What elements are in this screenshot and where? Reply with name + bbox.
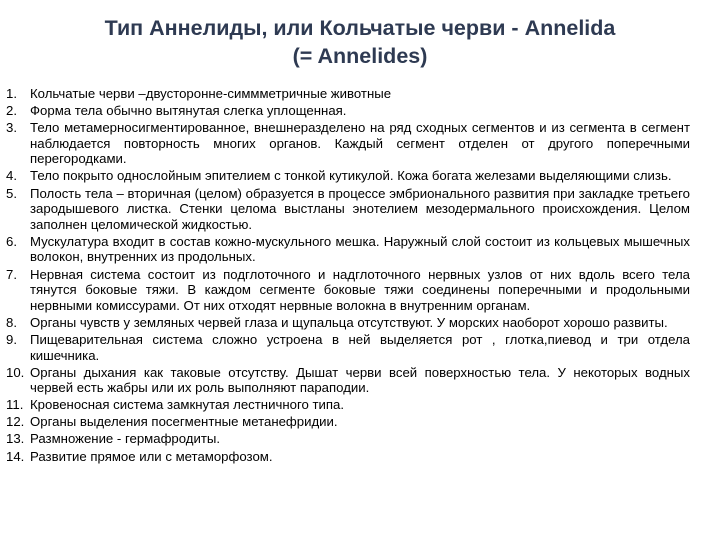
list-item-number: 8. — [6, 314, 17, 330]
list-item-text: Органы дыхания как таковые отсутству. Дышат черви всей поверхностью тела. У некоторых водных червей есть жабры или их роль выполняют параподии. — [30, 364, 690, 396]
list-item — [6, 234, 690, 265]
list-item-text: Кровеносная система замкнутая лестничного типа. — [30, 397, 345, 413]
list-item-number: 13. — [6, 431, 25, 447]
list-item-number: 9. — [6, 331, 17, 347]
list-item-text: Тело метамерносигментированное, внешнеразделено на ряд сходных сегментов и из сегмента в сегмент наблюдается повторность многих органов. Каждый сегмент отделен от другого поперечными перегородками. — [30, 120, 690, 167]
list-item — [6, 414, 690, 430]
title-line-1: Тип Аннелиды, или Кольчатые черви - Annelida — [104, 16, 616, 40]
list-item — [6, 267, 690, 314]
list-item-text: Органы чувств у земляных червей глаза и щупальца отсутствуют. У морских наоборот хорошо развиты. — [30, 314, 668, 330]
list-item-number: 5. — [6, 185, 17, 201]
list-item — [6, 332, 690, 363]
list-item-number: 4. — [6, 168, 17, 184]
list-item — [6, 365, 690, 396]
list-item-number: 1. — [6, 86, 17, 101]
list-item — [6, 397, 690, 413]
list-item-number: 6. — [6, 233, 17, 249]
list-item — [6, 449, 690, 465]
list-item-text: Тело покрыто однослойным эпителием с тонкой кутикулой. Кожа богата железами выделяющими слизь. — [30, 168, 672, 184]
list-item-text: Развитие прямое или с метаморфозом. — [30, 448, 273, 464]
list-item-number: 14. — [6, 448, 25, 464]
list-item-text: Пищеварительная система сложно устроена в ней выделяется рот , глотка,пиевод и три отдела кишечника. — [30, 331, 690, 363]
list-item-number: 10. — [6, 364, 25, 380]
list-item-number: 3. — [6, 120, 17, 136]
list-item — [6, 431, 690, 447]
list-item-text: Форма тела обычно вытянутая слегка уплощенная. — [30, 103, 347, 119]
list-item-text: Мускулатура входит в состав кожно-мускульного мешка. Наружный слой состоит из кольцевых мышечных волокон, внутренних из продольных. — [30, 233, 690, 265]
list-item-number: 12. — [6, 414, 25, 430]
list-item-number: 11. — [6, 397, 24, 413]
list-item-text: Размножение - гермафродиты. — [30, 431, 221, 447]
list-item — [6, 120, 690, 167]
annelida-facts-list — [6, 86, 690, 466]
list-item-text: Кольчатые черви –двусторонне-симмметричные животные — [30, 86, 392, 101]
list-item-text: Нервная система состоит из подглоточного и надглоточного нервных узлов от них вдоль всего тела тянутся боковые тяжи. В каждом сегменте боковые тяжи соединены поперечными и продольными нервными комиссурами. От них отходят нервные волокна в внутренним органам. — [30, 266, 690, 313]
list-item — [6, 186, 690, 233]
list-item-text: Полость тела – вторичная (целом) образуется в процессе эмбрионального развития при закладке третьего зародышевого листка. Стенки целома выстланы энотелием мезодермального происхождения. Целом заполнен целомической жидкостью. — [30, 185, 690, 232]
list-item — [6, 315, 690, 331]
list-item — [6, 103, 690, 119]
list-item-number: 2. — [6, 103, 17, 119]
list-item — [6, 86, 690, 102]
slide-title — [40, 14, 680, 70]
list-item-number: 7. — [6, 266, 17, 282]
title-line-2: (= Annelides) — [292, 44, 428, 68]
list-item-text: Органы выделения посегментные метанефридии. — [30, 414, 338, 430]
list-item — [6, 168, 690, 184]
